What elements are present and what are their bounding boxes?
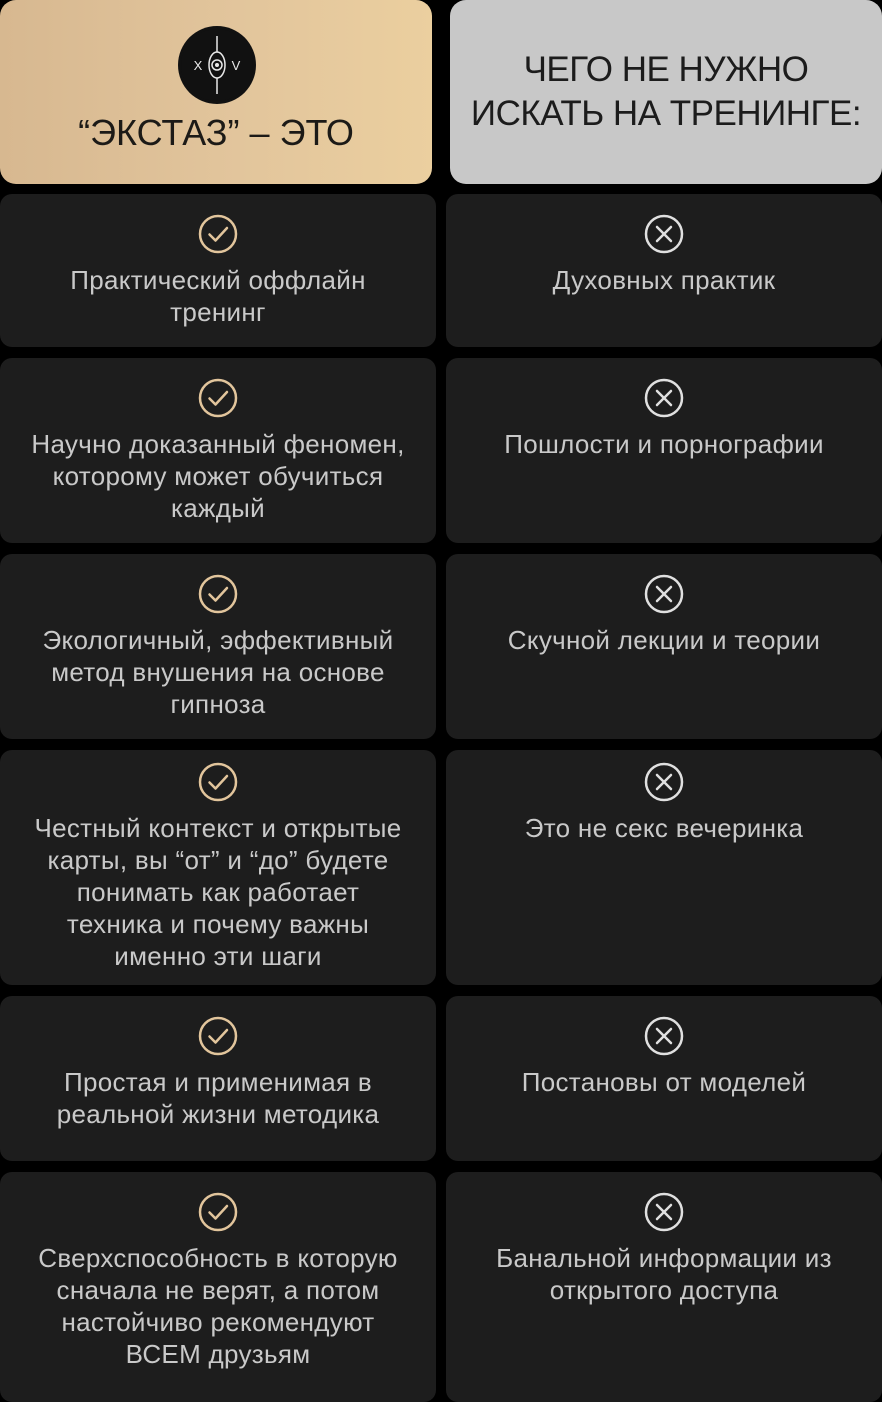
cross-circle-icon — [644, 1192, 684, 1232]
check-circle-icon — [198, 762, 238, 802]
con-card — [446, 554, 882, 739]
cross-circle-icon — [644, 762, 684, 802]
con-card — [446, 996, 882, 1161]
pro-text: Экологичный, эффективный метод внушения на основе гипноза — [42, 625, 394, 719]
pro-card — [0, 1172, 436, 1402]
pro-card — [0, 750, 436, 985]
con-card — [446, 750, 882, 985]
con-card — [446, 1172, 882, 1402]
pro-card — [0, 358, 436, 543]
con-text: Духовных практик — [552, 265, 776, 295]
pro-card — [0, 996, 436, 1161]
cross-circle-icon — [644, 1016, 684, 1056]
pro-text: Практический оффлайн тренинг — [70, 265, 366, 327]
logo-icon — [178, 26, 256, 104]
logo-letter-x: X — [193, 58, 203, 73]
header-right-title: ЧЕГО НЕ НУЖНО ИСКАТЬ НА ТРЕНИНГЕ: — [470, 50, 862, 133]
pro-card — [0, 194, 436, 347]
pro-text: Научно доказанный феномен, которому может обучиться каждый — [31, 429, 405, 523]
con-text: Банальной информации из открытого доступа — [496, 1243, 832, 1305]
check-circle-icon — [198, 1016, 238, 1056]
check-circle-icon — [198, 574, 238, 614]
pro-card — [0, 554, 436, 739]
cross-circle-icon — [644, 378, 684, 418]
header-not-needed — [450, 0, 882, 184]
con-card — [446, 358, 882, 543]
check-circle-icon — [198, 1192, 238, 1232]
check-circle-icon — [198, 214, 238, 254]
con-card — [446, 194, 882, 347]
check-circle-icon — [198, 378, 238, 418]
pro-text: Честный контекст и открытые карты, вы “от” и “до” будете понимать как работает техника и почему важны именно эти шаги — [34, 813, 402, 971]
logo-letter-v: V — [231, 58, 241, 73]
pro-text: Простая и применимая в реальной жизни методика — [56, 1067, 380, 1129]
header-ecstasy — [0, 0, 432, 184]
con-text: Скучной лекции и теории — [507, 625, 821, 655]
con-text: Постановы от моделей — [521, 1067, 807, 1097]
cross-circle-icon — [644, 214, 684, 254]
pro-text: Сверхспособность в которую сначала не верят, а потом настойчиво рекомендуют ВСЕМ друзьям — [38, 1243, 398, 1369]
cross-circle-icon — [644, 574, 684, 614]
header-left-title: “ЭКСТАЗ” – ЭТО — [78, 112, 354, 153]
con-text: Пошлости и порнографии — [504, 429, 824, 459]
con-text: Это не секс вечеринка — [524, 813, 804, 843]
